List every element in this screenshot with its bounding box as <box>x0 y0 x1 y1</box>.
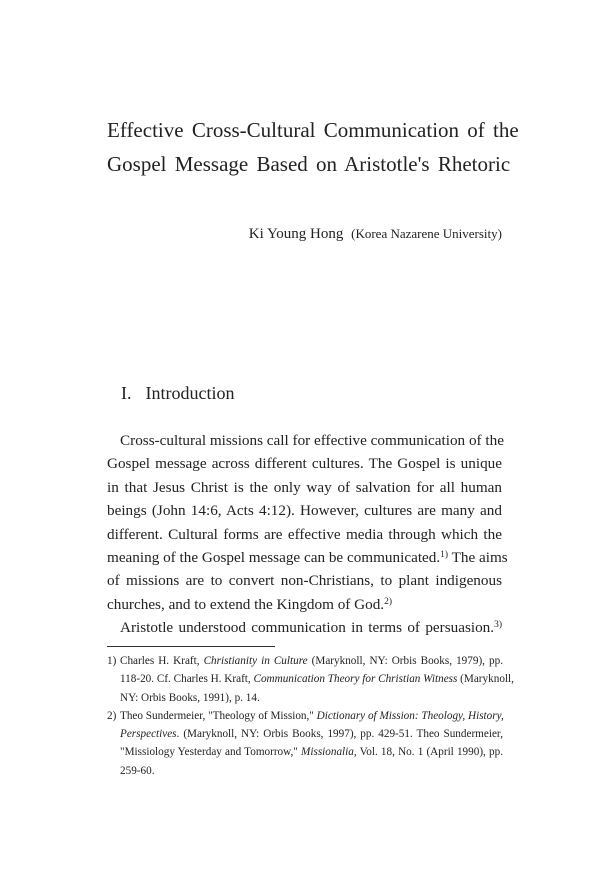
footnote-text: 259-60. <box>120 764 155 777</box>
footnote-line <box>107 762 503 780</box>
body-line: beings (John 14:6, Acts 4:12). However, cultures are many and <box>107 502 502 520</box>
footnote-text: Theo Sundermeier, "Theology of Mission," <box>120 709 317 722</box>
author-name: Ki Young Hong <box>248 226 344 242</box>
footnote-line <box>107 689 503 707</box>
body-line <box>107 593 502 616</box>
footnotes <box>107 652 514 780</box>
footnote-text: NY: Orbis Books, 1991), p. 14. <box>120 691 260 704</box>
footnote-text: (Maryknoll, <box>457 673 514 686</box>
body-text <box>107 429 508 640</box>
body-line: Cross-cultural missions call for effective communication of the <box>120 432 504 449</box>
body-line: Gospel message across different cultures. The Gospel is unique <box>107 455 502 473</box>
footnote-book-title: Dictionary of Mission: Theology, History, <box>316 709 504 722</box>
paper-title <box>107 113 527 181</box>
section-number: I. <box>121 383 132 403</box>
body-text-segment: churches, and to extend the Kingdom of God. <box>107 595 385 613</box>
footnote-text: 118-20. Cf. Charles H. Kraft, <box>120 673 254 686</box>
body-text-segment: meaning of the Gospel message can be communicated. <box>107 548 441 566</box>
author-line <box>249 226 502 243</box>
footnote-line <box>107 743 503 761</box>
section-title: Introduction <box>145 383 235 403</box>
footnote-text: "Missiology Yesterday and Tomorrow," <box>120 746 302 759</box>
footnote-number: 2) <box>107 709 117 722</box>
footnote-line <box>107 652 503 670</box>
footnote-book-title: Communication Theory for Christian Witness <box>253 673 458 686</box>
body-line <box>107 546 508 569</box>
footnote-marker: 3) <box>494 620 502 631</box>
title-line: Effective Cross-Cultural Communication of the <box>107 118 519 142</box>
footnote-journal-title: Missionalia <box>301 746 354 759</box>
footnote-marker: 2) <box>384 596 393 607</box>
footnote-marker: 1) <box>440 549 449 560</box>
footnote-book-title: Perspectives <box>120 728 177 741</box>
section-heading <box>121 383 234 404</box>
body-text-segment: The aims <box>451 548 508 566</box>
title-line: Gospel Message Based on Aristotle's Rhetoric <box>107 152 511 176</box>
body-line: of missions are to convert non-Christians, to plant indigenous <box>107 572 502 590</box>
footnote-text: , Vol. 18, No. 1 (April 1990), pp. <box>353 746 503 759</box>
footnote-divider <box>107 646 275 647</box>
footnote-book-title: Christianity in Culture <box>203 655 308 667</box>
author-affiliation: (Korea Nazarene University) <box>351 226 502 241</box>
body-text-segment: Aristotle understood communication in terms of persuasion. <box>120 619 495 637</box>
body-line <box>107 616 502 639</box>
body-line: different. Cultural forms are effective media through which the <box>107 525 502 543</box>
footnote-text: . (Maryknoll, NY: Orbis Books, 1997), pp. 429-51. Theo Sundermeier, <box>176 728 503 741</box>
footnote-line <box>107 707 503 725</box>
footnote-number: 1) <box>107 655 117 667</box>
footnote-line <box>107 725 503 743</box>
body-line: in that Jesus Christ is the only way of salvation for all human <box>107 478 502 496</box>
footnote-text: (Maryknoll, NY: Orbis Books, 1979), pp. <box>307 655 503 667</box>
footnote-text: Charles H. Kraft, <box>120 655 204 667</box>
footnote-line <box>107 670 514 688</box>
